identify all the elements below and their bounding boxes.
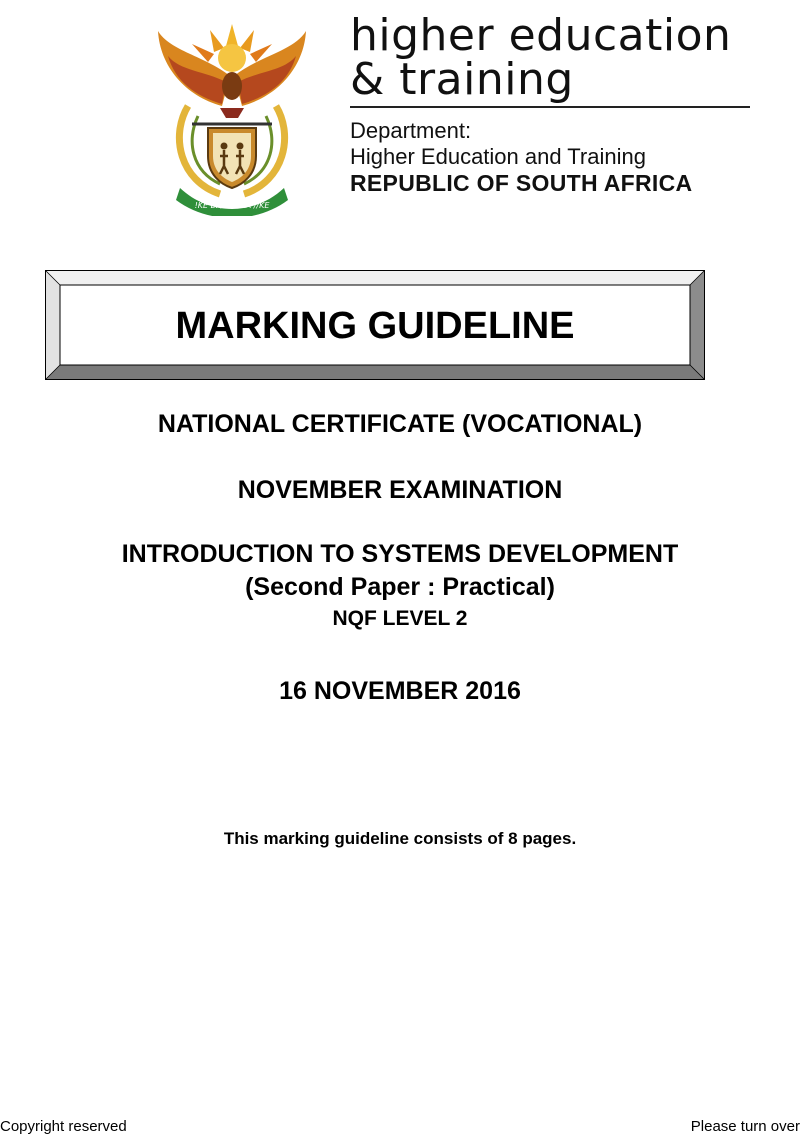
page-count-note: This marking guideline consists of 8 pages. xyxy=(223,829,577,848)
certificate-name: NATIONAL CERTIFICATE (VOCATIONAL) xyxy=(157,410,643,438)
paper-name: (Second Paper : Practical) xyxy=(245,573,555,601)
department-label: Department: xyxy=(350,118,472,143)
emblem-motto: !KE E: /XARRA //KE xyxy=(194,201,270,210)
examination-name: NOVEMBER EXAMINATION xyxy=(237,476,563,504)
brand-divider xyxy=(350,106,750,108)
country-name: REPUBLIC OF SOUTH AFRICA xyxy=(350,170,693,196)
shield-icon xyxy=(208,128,256,188)
turn-over-footer: Please turn over xyxy=(690,1118,800,1135)
department-name: Higher Education and Training xyxy=(350,144,646,169)
document-title: MARKING GUIDELINE xyxy=(175,304,575,347)
brand-line-1: higher education xyxy=(350,10,732,61)
brand-line-2: & training xyxy=(350,54,574,105)
motto-banner xyxy=(176,188,288,216)
nqf-level: NQF LEVEL 2 xyxy=(332,607,468,630)
exam-date: 16 NOVEMBER 2016 xyxy=(279,677,521,705)
copyright-footer: Copyright reserved xyxy=(0,1118,127,1135)
coat-of-arms-emblem xyxy=(150,16,315,216)
subject-name: INTRODUCTION TO SYSTEMS DEVELOPMENT xyxy=(121,540,679,568)
